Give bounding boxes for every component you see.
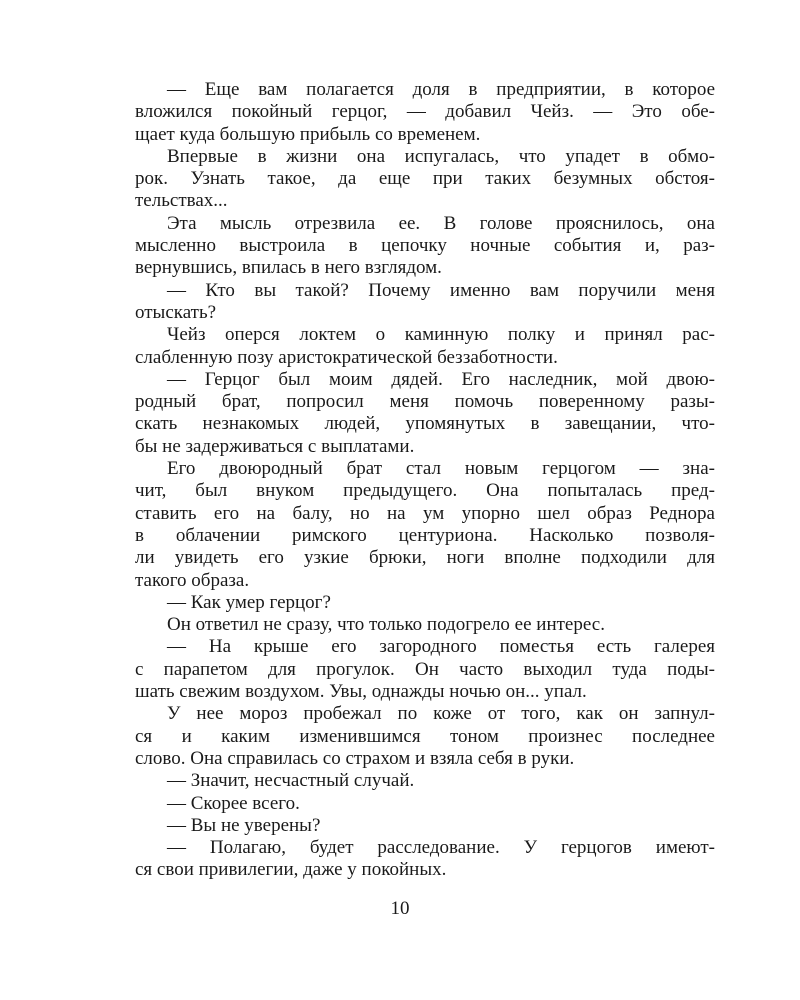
text-line: с парапетом для прогулок. Он часто выходил туда поды- [135,658,715,680]
text-line: рок. Узнать такое, да еще при таких безумных обстоя- [135,168,715,190]
text-line: бы не задерживаться с выплатами. [135,435,415,457]
text-line: слабленную позу аристократической беззаботности. [135,346,558,368]
text-line: Впервые в жизни она испугалась, что упадет в обмо- [167,145,715,167]
text-line: — Герцог был моим дядей. Его наследник, мой двою- [167,368,715,390]
text-line: — На крыше его загородного поместья есть галерея [167,636,715,658]
text-line: скать незнакомых людей, упомянутых в завещании, что- [135,413,715,435]
text-line: Чейз оперся локтем о каминную полку и принял рас- [167,324,715,346]
text-line: Он ответил не сразу, что только подогрело ее интерес. [167,614,605,636]
text-line: родный брат, попросил меня помочь поверенному разы- [135,391,715,413]
text-line: шать свежим воздухом. Увы, однажды ночью он... упал. [135,681,587,703]
text-line: щает куда большую прибыль со временем. [135,123,481,145]
page-number: 10 [390,898,410,919]
text-line: чит, был внуком предыдущего. Она попыталась пред- [135,480,715,502]
body-text [135,79,715,882]
text-line: У нее мороз пробежал по коже от того, как он запнул- [167,703,715,725]
text-line: такого образа. [135,569,250,591]
text-line: — Полагаю, будет расследование. У герцогов имеют- [167,837,715,859]
text-line: — Еще вам полагается доля в предприятии, в которое [167,79,715,100]
text-line: — Значит, несчастный случай. [167,770,415,792]
text-line: ся и каким изменившимся тоном произнес последнее [135,725,715,747]
text-line: отыскать? [135,301,217,323]
text-line: вернувшись, впилась в него взглядом. [135,257,442,279]
text-line: слово. Она справилась со страхом и взяла себя в руки. [135,747,575,769]
text-line: — Скорее всего. [167,792,300,814]
text-line: вложился покойный герцог, — добавил Чейз. — Это обе- [135,101,715,123]
text-line: — Кто вы такой? Почему именно вам поручили меня [167,279,715,301]
text-line: ся свои привилегии, даже у покойных. [135,859,447,881]
text-line: тельствах... [135,190,228,212]
text-line: Эта мысль отрезвила ее. В голове прояснилось, она [167,212,715,234]
text-line: ставить его на балу, но на ум упорно шел образ Реднора [135,502,715,524]
text-line: в облачении римского центуриона. Насколько позволя- [135,524,715,546]
text-line: ли увидеть его узкие брюки, ноги вполне подходили для [135,547,715,569]
text-line: Его двоюродный брат стал новым герцогом — зна- [167,458,715,480]
text-line: — Как умер герцог? [167,591,331,613]
text-line: мысленно выстроила в цепочку ночные события и, раз- [135,235,715,257]
text-line: — Вы не уверены? [167,814,321,836]
